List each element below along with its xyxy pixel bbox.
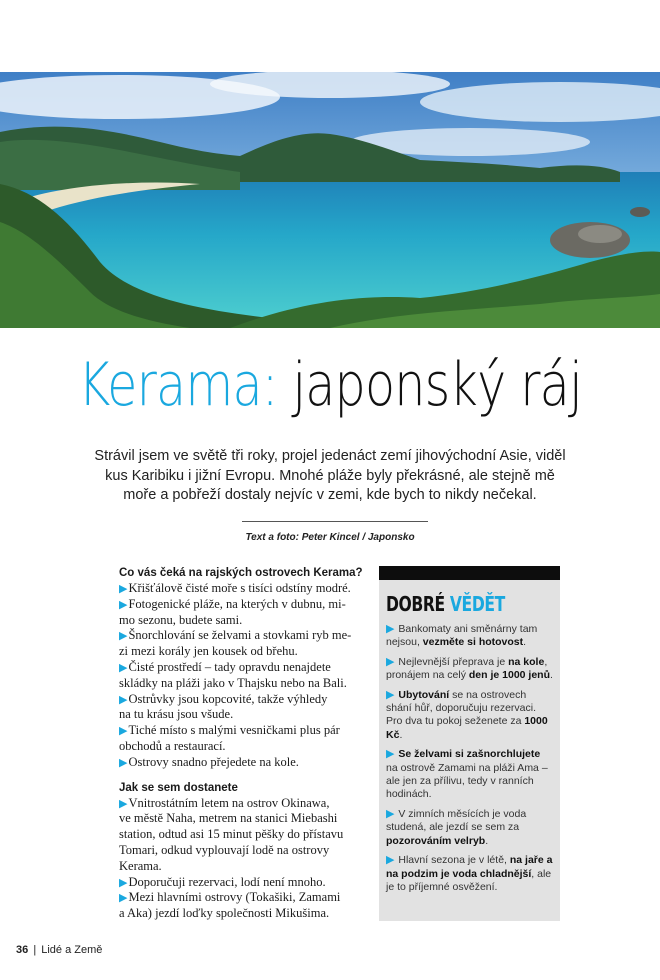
triangle-bullet-icon: ▶ bbox=[119, 891, 128, 905]
tip-item: ▶ Se želvami si zašnorchlujete na ostrově Zamami na pláži Ama – ale jen za přílivu, tedy v ranních hodinách. bbox=[386, 747, 548, 801]
triangle-bullet-icon: ▶ bbox=[386, 622, 395, 635]
triangle-bullet-icon: ▶ bbox=[386, 806, 395, 820]
list-item: ▶Tiché místo s malými vesničkami plus pár obchodů a restaurací. bbox=[119, 723, 340, 753]
magazine-name: Lidé a Země bbox=[41, 944, 103, 956]
triangle-bullet-icon: ▶ bbox=[119, 582, 128, 595]
box-title: DOBRÉ VĚDĚT bbox=[386, 592, 505, 616]
page-number: 36 bbox=[16, 944, 29, 956]
hero-photo bbox=[0, 72, 660, 328]
page-footer bbox=[16, 944, 102, 956]
list-item: ▶Mezi hlavními ostrovy (Tokašiki, Zamami a Aka) jezdí loďky společnosti Mikušima. bbox=[119, 890, 341, 921]
left-column bbox=[119, 566, 369, 922]
tip-item: ▶ V zimních měsících je voda studená, ale jezdí se sem za pozorováním velryb. bbox=[386, 806, 527, 847]
triangle-bullet-icon: ▶ bbox=[119, 796, 128, 810]
list-item: ▶Šnorchlování se želvami a stovkami ryb me- zi mezi korály jen kousek od břehu. bbox=[119, 628, 352, 659]
headline-rest: japonský ráj bbox=[292, 350, 582, 420]
list-item: ▶Křišťálově čisté moře s tisíci odstíny modré. bbox=[119, 581, 351, 595]
byline-divider bbox=[242, 521, 428, 522]
good-to-know-box bbox=[379, 566, 560, 921]
landscape-photo-icon bbox=[0, 72, 660, 328]
list-item: ▶Doporučuji rezervaci, lodí není mnoho. bbox=[119, 874, 326, 889]
triangle-bullet-icon: ▶ bbox=[386, 853, 395, 867]
footer-separator: | bbox=[33, 944, 37, 956]
section-heading-what-awaits: Co vás čeká na rajských ostrovech Kerama? bbox=[119, 567, 363, 579]
triangle-bullet-icon: ▶ bbox=[119, 597, 128, 611]
box-top-bar bbox=[379, 566, 560, 580]
tip-item: ▶ Hlavní sezona je v létě, na jaře a na podzim je voda chladnější, ale je to příjemné osvěžení. bbox=[386, 853, 553, 893]
list-item: ▶Ostrovy snadno přejedete na kole. bbox=[119, 754, 299, 769]
triangle-bullet-icon: ▶ bbox=[119, 755, 128, 769]
triangle-bullet-icon: ▶ bbox=[119, 629, 128, 643]
section-heading-how-to-get: Jak se sem dostanete bbox=[119, 781, 238, 794]
triangle-bullet-icon: ▶ bbox=[386, 654, 395, 668]
triangle-bullet-icon: ▶ bbox=[119, 724, 128, 738]
headline-accent: Kerama: bbox=[78, 350, 278, 420]
byline: Text a foto: Peter Kincel / Japonsko bbox=[245, 532, 415, 543]
triangle-bullet-icon: ▶ bbox=[386, 747, 395, 761]
list-how-to-get bbox=[119, 796, 369, 922]
tip-item: ▶ Nejlevnější přeprava je na kole, pronájem na celý den je 1000 jenů. bbox=[386, 654, 553, 682]
lead-paragraph: Strávil jsem ve světě tři roky, projel jedenáct zemí jihovýchodní Asie, viděl kus Karibiku i jižní Evropu. Mnohé pláže byly překrásné, ale stejně mě moře a pobřeží dostaly nejvíc v zemi, kde bych to nikdy nečekal. bbox=[94, 448, 566, 503]
list-item: ▶Vnitrostátním letem na ostrov Okinawa, ve městě Naha, metrem na stanici Miebashi station, odtud asi 15 minut pěšky do přístavu Tomari, odkud vyplouvají lodě na ostrovy Kerama. bbox=[119, 795, 344, 873]
tip-item: ▶ Ubytování se na ostrovech shání hůř, doporučuju rezervaci. Pro dva tu pokoj seženete za 1000 Kč. bbox=[386, 687, 548, 741]
triangle-bullet-icon: ▶ bbox=[119, 660, 128, 674]
list-item: ▶Čisté prostředí – tady opravdu nenajdete skládky na pláži jako v Thajsku nebo na Bali. bbox=[119, 659, 347, 690]
list-what-awaits bbox=[119, 581, 369, 771]
list-item: ▶Fotogenické pláže, na kterých v dubnu, mi- mo sezonu, budete sami. bbox=[119, 596, 346, 627]
triangle-bullet-icon: ▶ bbox=[386, 687, 395, 701]
triangle-bullet-icon: ▶ bbox=[119, 692, 128, 706]
list-item: ▶Ostrůvky jsou kopcovité, takže výhledy na tu krásu jsou všude. bbox=[119, 691, 328, 722]
article-headline bbox=[59, 345, 600, 425]
triangle-bullet-icon: ▶ bbox=[119, 875, 128, 889]
tip-item: ▶ Bankomaty ani směnárny tam nejsou, vezměte si hotovost. bbox=[386, 622, 538, 649]
